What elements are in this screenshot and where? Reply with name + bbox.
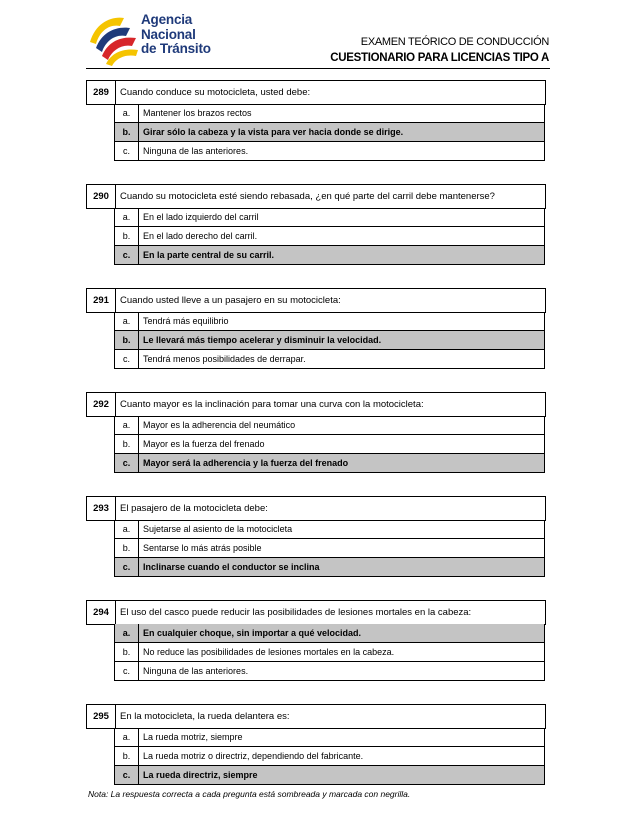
correct-answer-option (114, 123, 545, 142)
option-text: La rueda directriz, siempre (143, 770, 258, 780)
question-block (86, 392, 546, 496)
question-header (86, 288, 546, 313)
option-letter: a. (115, 104, 139, 122)
question-number: 290 (87, 185, 116, 208)
answer-options (114, 416, 545, 473)
option-letter: c. (115, 558, 139, 576)
option-text: Ninguna de las anteriores. (143, 146, 249, 156)
header-divider (86, 68, 550, 69)
answer-options (114, 312, 545, 369)
question-list (86, 80, 546, 808)
question-header (86, 184, 546, 209)
question-text: Cuando su motocicleta esté siendo rebasada, ¿en qué parte del carril debe mantenerse? (120, 191, 495, 202)
option-letter: a. (115, 208, 139, 226)
answer-option (114, 728, 545, 747)
answer-option (114, 208, 545, 227)
answer-option (114, 416, 545, 435)
answer-options (114, 520, 545, 577)
option-text: Tendrá más equilibrio (143, 316, 229, 326)
option-text: Mayor será la adherencia y la fuerza del frenado (143, 458, 349, 468)
correct-answer-option (114, 454, 545, 473)
option-letter: b. (115, 123, 139, 141)
option-letter: b. (115, 747, 139, 765)
answer-option (114, 435, 545, 454)
question-text: Cuando usted lleve a un pasajero en su motocicleta: (120, 295, 341, 306)
footer-note: Nota: La respuesta correcta a cada pregunta está sombreada y marcada con negrilla. (88, 789, 411, 799)
correct-answer-option (114, 766, 545, 785)
agency-logo (86, 12, 246, 66)
question-header (86, 600, 546, 625)
option-letter: a. (115, 312, 139, 330)
agency-logo-icon (86, 12, 142, 66)
option-letter: a. (115, 520, 139, 538)
question-text: Cuanto mayor es la inclinación para tomar una curva con la motocicleta: (120, 399, 424, 410)
question-number: 294 (87, 601, 116, 624)
question-block (86, 288, 546, 392)
option-text: Mantener los brazos rectos (143, 108, 252, 118)
agency-name-line3: de Tránsito (141, 41, 211, 56)
answer-options (114, 728, 545, 785)
question-header (86, 496, 546, 521)
answer-option (114, 312, 545, 331)
answer-option (114, 747, 545, 766)
answer-option (114, 142, 545, 161)
question-number: 292 (87, 393, 116, 416)
option-letter: c. (115, 662, 139, 680)
question-number: 293 (87, 497, 116, 520)
page-header (0, 0, 638, 80)
answer-options (114, 104, 545, 161)
question-text: El uso del casco puede reducir las posibilidades de lesiones mortales en la cabeza: (120, 607, 472, 618)
document-title: EXAMEN TEÓRICO DE CONDUCCIÓN (360, 36, 549, 48)
option-letter: b. (115, 435, 139, 453)
question-number: 295 (87, 705, 116, 728)
correct-answer-option (114, 558, 545, 577)
question-block (86, 600, 546, 704)
option-text: Tendrá menos posibilidades de derrapar. (143, 354, 306, 364)
question-header (86, 704, 546, 729)
document-subtitle: CUESTIONARIO PARA LICENCIAS TIPO A (330, 52, 549, 64)
option-letter: b. (115, 227, 139, 245)
correct-answer-option (114, 246, 545, 265)
question-header (86, 392, 546, 417)
option-letter: a. (115, 728, 139, 746)
question-block (86, 80, 546, 184)
option-text: Inclinarse cuando el conductor se inclina (143, 562, 320, 572)
question-block (86, 496, 546, 600)
option-text: No reduce las posibilidades de lesiones mortales en la cabeza. (143, 647, 395, 657)
correct-answer-option (114, 624, 545, 643)
agency-name-line1: Agencia (141, 12, 193, 27)
option-text: En la parte central de su carril. (143, 250, 275, 260)
option-text: Sentarse lo más atrás posible (143, 543, 262, 553)
question-number: 289 (87, 81, 116, 104)
answer-options (114, 624, 545, 681)
option-letter: b. (115, 539, 139, 557)
option-letter: b. (115, 331, 139, 349)
option-text: En el lado derecho del carril. (143, 231, 258, 241)
answer-option (114, 104, 545, 123)
agency-name (141, 13, 211, 57)
option-letter: c. (115, 246, 139, 264)
answer-option (114, 350, 545, 369)
question-text: En la motocicleta, la rueda delantera es: (120, 711, 290, 722)
question-block (86, 184, 546, 288)
option-letter: c. (115, 142, 139, 160)
option-text: En cualquier choque, sin importar a qué velocidad. (143, 628, 362, 638)
option-text: Mayor es la fuerza del frenado (143, 439, 265, 449)
agency-name-line2: Nacional (141, 26, 196, 42)
option-letter: c. (115, 350, 139, 368)
answer-option (114, 643, 545, 662)
option-letter: a. (115, 416, 139, 434)
option-text: En el lado izquierdo del carril (143, 212, 259, 222)
option-text: Sujetarse al asiento de la motocicleta (143, 524, 293, 534)
answer-option (114, 227, 545, 246)
question-text: Cuando conduce su motocicleta, usted debe: (120, 87, 311, 98)
answer-option (114, 520, 545, 539)
correct-answer-option (114, 331, 545, 350)
option-text: Ninguna de las anteriores. (143, 666, 249, 676)
option-text: La rueda motriz o directriz, dependiendo del fabricante. (143, 751, 364, 761)
option-letter: a. (115, 624, 139, 642)
option-letter: c. (115, 454, 139, 472)
option-text: Mayor es la adherencia del neumático (143, 420, 296, 430)
option-text: La rueda motriz, siempre (143, 732, 243, 742)
option-text: Girar sólo la cabeza y la vista para ver hacia donde se dirige. (143, 127, 404, 137)
answer-option (114, 662, 545, 681)
answer-option (114, 539, 545, 558)
option-letter: c. (115, 766, 139, 784)
question-header (86, 80, 546, 105)
option-letter: b. (115, 643, 139, 661)
option-text: Le llevará más tiempo acelerar y disminuir la velocidad. (143, 335, 382, 345)
question-number: 291 (87, 289, 116, 312)
answer-options (114, 208, 545, 265)
question-text: El pasajero de la motocicleta debe: (120, 503, 268, 514)
